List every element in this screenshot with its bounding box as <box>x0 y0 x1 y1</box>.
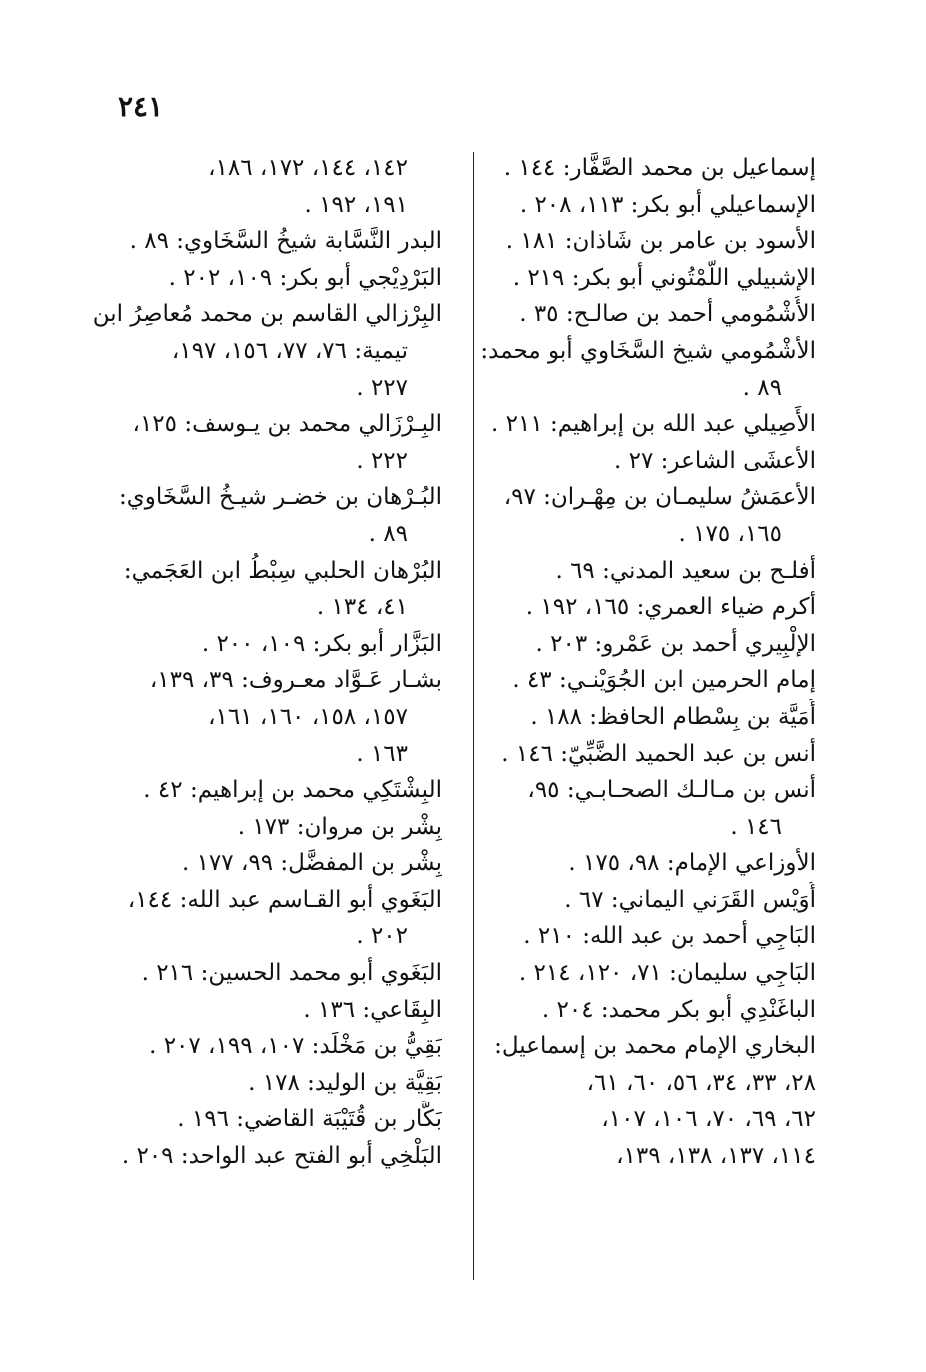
index-entry-line: الإشبيلي اللَّمْتُوني أبو بكر: ٢١٩ . <box>512 264 816 291</box>
index-entry-line: بَقِيُّ بن مَخْلَد: ١٠٧، ١٩٩، ٢٠٧ . <box>149 1033 442 1060</box>
index-entry-line: أفلـح بن سعيد المدني: ٦٩ . <box>555 557 816 584</box>
index-entry-line: الإسماعيلي أبو بكر: ١١٣، ٢٠٨ . <box>519 191 816 218</box>
index-entry-line: ٢٢٧ . <box>356 374 408 401</box>
index-entry-line: ٢٢٢ . <box>356 447 408 474</box>
index-entry-line: الأسود بن عامر بن شَاذان: ١٨١ . <box>505 228 816 255</box>
index-entry-line: بَكَّار بن قُتَيْبَة القاضي: ١٩٦ . <box>177 1106 442 1133</box>
index-entry-line: البَغَوي أبو القـاسم عبد الله: ١٤٤، <box>127 886 442 913</box>
index-entry-line: الأُشْمُومي أحمد بن صالـح: ٣٥ . <box>519 301 816 328</box>
index-entry-line: بِشْر بن المفضَّل: ٩٩، ١٧٧ . <box>181 850 442 877</box>
index-entry-line: أُمَيَّة بن بِسْطام الحافظ: ١٨٨ . <box>530 703 816 730</box>
page-number: ٢٤١ <box>118 90 164 123</box>
index-entry-line: البِرْزالي القاسم بن محمد مُعاصِرُ ابن <box>92 301 442 328</box>
index-entry-line: البَلْخِي أبو الفتح عبد الواحد: ٢٠٩ . <box>121 1143 442 1170</box>
index-entry-line: ١٤٦ . <box>730 813 782 840</box>
index-entry-line: ١٦٥، ١٧٥ . <box>678 520 782 547</box>
index-entry-line: ١٦٣ . <box>356 740 408 767</box>
index-entry-line: البَزَّار أبو بكر: ١٠٩، ٢٠٠ . <box>201 630 442 657</box>
index-entry-line: بَقِيَّة بن الوليد: ١٧٨ . <box>248 1069 442 1096</box>
index-entry-line: البَرْدِيْجي أبو بكر: ١٠٩، ٢٠٢ . <box>168 264 442 291</box>
index-entry-line: أكرم ضياء العمري: ١٦٥، ١٩٢ . <box>525 594 816 621</box>
index-entry-line: ٨٩ . <box>368 520 408 547</box>
index-entry-line: البُرْهان الحلبي سِبْطُ ابن العَجَمي: <box>123 557 442 584</box>
index-entry-line: ٨٩ . <box>742 374 782 401</box>
index-entry-line: تيمية: ٧٦، ٧٧، ١٥٦، ١٩٧، <box>171 337 408 364</box>
index-entry-line: البِـرْزَالي محمد بن يـوسف: ١٢٥، <box>132 411 442 438</box>
index-entry-line: إسماعيل بن محمد الصَّفَّار: ١٤٤ . <box>503 155 816 181</box>
index-entry-line: الباغَنْدِي أبو بكر محمد: ٢٠٤ . <box>541 996 816 1023</box>
index-entry-line: البدر النَّسَّابة شيخُ السَّخَاوي: ٨٩ . <box>129 228 442 255</box>
index-entry-line: الأعشَى الشاعر: ٢٧ . <box>614 447 816 474</box>
index-entry-line: الأشْمُومي شيخ السَّخَاوي أبو محمد: <box>480 337 816 364</box>
index-entry-line: الإلْبِيري أحمد بن عَمْرو: ٢٠٣ . <box>535 630 816 657</box>
index-entry-line: ١١٤، ١٣٧، ١٣٨، ١٣٩، <box>616 1143 816 1170</box>
index-entry-line: بِشْر بن مروان: ١٧٣ . <box>237 813 442 840</box>
index-entry-line: الأعمَشُ سليمـان بن مِهْـران: ٩٧، <box>503 484 816 511</box>
index-entry-line: ٤١، ١٣٤ . <box>316 594 408 621</box>
index-entry-line: البُـرْهان بن خضـر شيـخُ السَّخَاوي: <box>119 484 442 511</box>
index-entry-line: البخاري الإمام محمد بن إسماعيل: <box>494 1033 816 1060</box>
index-entry-line: البَاجِي سليمان: ٧١، ١٢٠، ٢١٤ . <box>518 960 816 987</box>
index-column-right <box>461 150 816 1175</box>
index-entry-line: البَغَوي أبو محمد الحسين: ٢١٦ . <box>141 960 442 987</box>
index-column-left <box>82 150 442 1175</box>
index-entry-line: ١٩١، ١٩٢ . <box>304 191 408 218</box>
index-entry-line: البِقَاعي: ١٣٦ . <box>303 996 442 1023</box>
index-entry-line: البَاجِي أحمد بن عبد الله: ٢١٠ . <box>523 923 816 950</box>
index-entry-line: ١٤٢، ١٤٤، ١٧٢، ١٨٦، <box>208 155 408 181</box>
index-entry-line: ٢٨، ٣٣، ٣٤، ٥٦، ٦٠، ٦١، <box>586 1069 816 1096</box>
index-entry-line: أنس بن عبد الحميد الضَّبِّيّ: ١٤٦ . <box>501 740 816 767</box>
index-entry-line: أُوَيْس القَرَني اليماني: ٦٧ . <box>564 886 816 913</box>
index-entry-line: بشـار عَـوَّاد معـروف: ٣٩، ١٣٩، <box>149 667 442 694</box>
index-entry-line: البِشْتَكِي محمد بن إبراهيم: ٤٢ . <box>143 777 442 804</box>
index-entry-line: ١٥٧، ١٥٨، ١٦٠، ١٦١، <box>208 703 408 730</box>
index-entry-line: الأوزاعي الإمام: ٩٨، ١٧٥ . <box>568 850 816 877</box>
index-entry-line: الأَصِيلي عبد الله بن إبراهيم: ٢١١ . <box>491 411 816 438</box>
index-entry-line: ٢٠٢ . <box>356 923 408 950</box>
index-entry-line: إمام الحرمين ابن الجُوَيْنـي: ٤٣ . <box>512 667 816 694</box>
index-entry-line: أنس بن مـالـك الصحـابـي: ٩٥، <box>527 777 816 804</box>
index-entry-line: ٦٢، ٦٩، ٧٠، ١٠٦، ١٠٧، <box>601 1106 816 1133</box>
